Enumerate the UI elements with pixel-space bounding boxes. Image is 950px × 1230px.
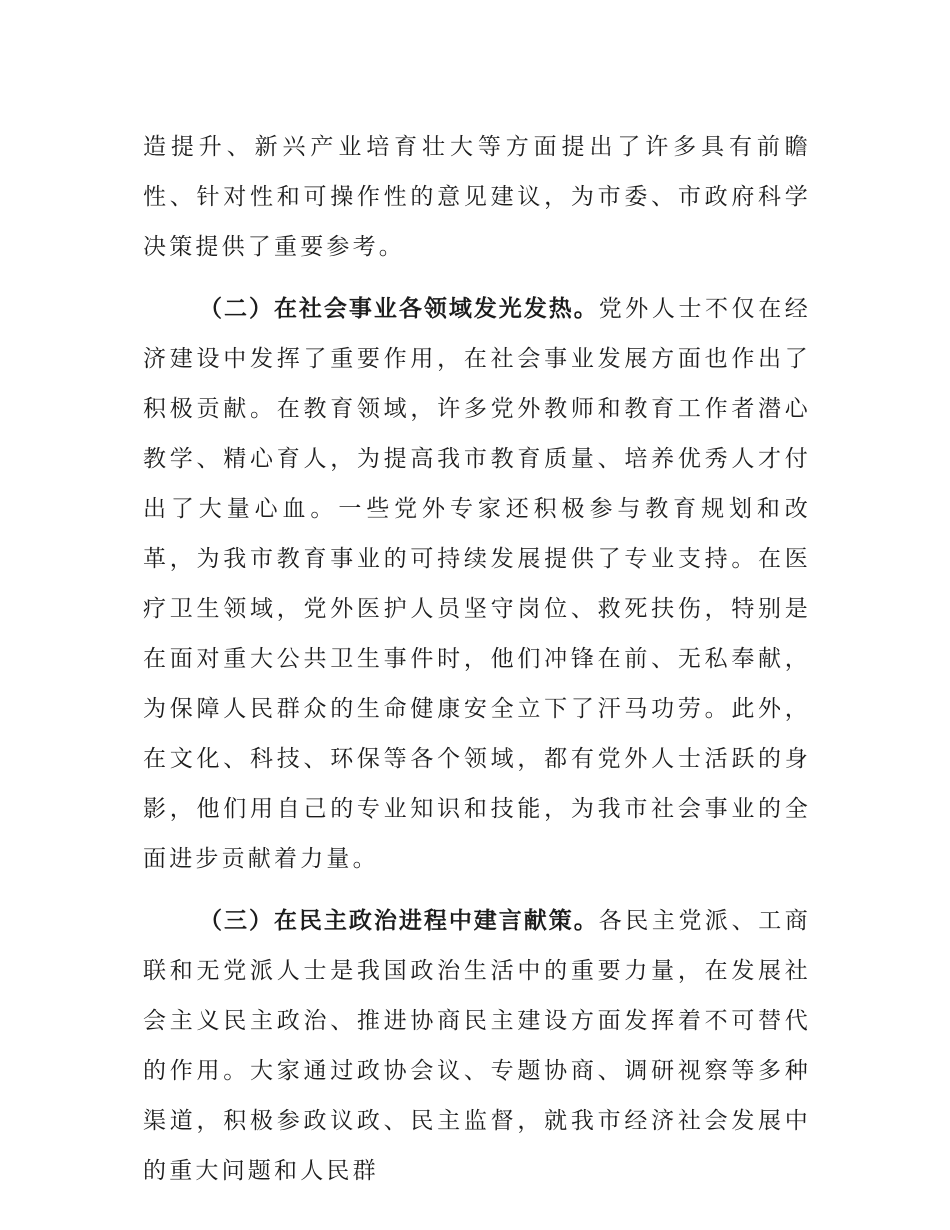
paragraph-text: 各民主党派、工商联和无党派人士是我国政治生活中的重要力量，在发展社会主义民主政治、推进协商民主建设方面发挥着不可替代的作用。大家通过政协会议、专题协商、调研视察等多种渠道，积极参政议政、民主监督，就我市经济社会发展中的重大问题和人民群: [143, 908, 811, 1184]
paragraph-heading: （三）在民主政治进程中建言献策。: [199, 908, 599, 934]
paragraph-text: 党外人士不仅在经济建设中发挥了重要作用，在社会事业发展方面也作出了积极贡献。在教育领域，许多党外教师和教育工作者潜心教学、精心育人，为提高我市教育质量、培养优秀人才付出了大量心血。一些党外专家还积极参与教育规划和改革，为我市教育事业的可持续发展提供了专业支持。在医疗卫生领域，党外医护人员坚守岗位、救死扶伤，特别是在面对重大公共卫生事件时，他们冲锋在前、无私奉献，为保障人民群众的生命健康安全立下了汗马功劳。此外，在文化、科技、环保等各个领域，都有党外人士活跃的身影，他们用自己的专业知识和技能，为我市社会事业的全面进步贡献着力量。: [143, 296, 811, 872]
paragraph-continued: [143, 122, 811, 272]
paragraph-social-undertakings: [143, 284, 811, 884]
paragraph-text: 造提升、新兴产业培育壮大等方面提出了许多具有前瞻性、针对性和可操作性的意见建议，为市委、市政府科学决策提供了重要参考。: [143, 134, 811, 260]
document-page: [143, 122, 811, 1208]
paragraph-democratic-politics: [143, 896, 811, 1196]
paragraph-heading: （二）在社会事业各领域发光发热。: [199, 296, 599, 322]
